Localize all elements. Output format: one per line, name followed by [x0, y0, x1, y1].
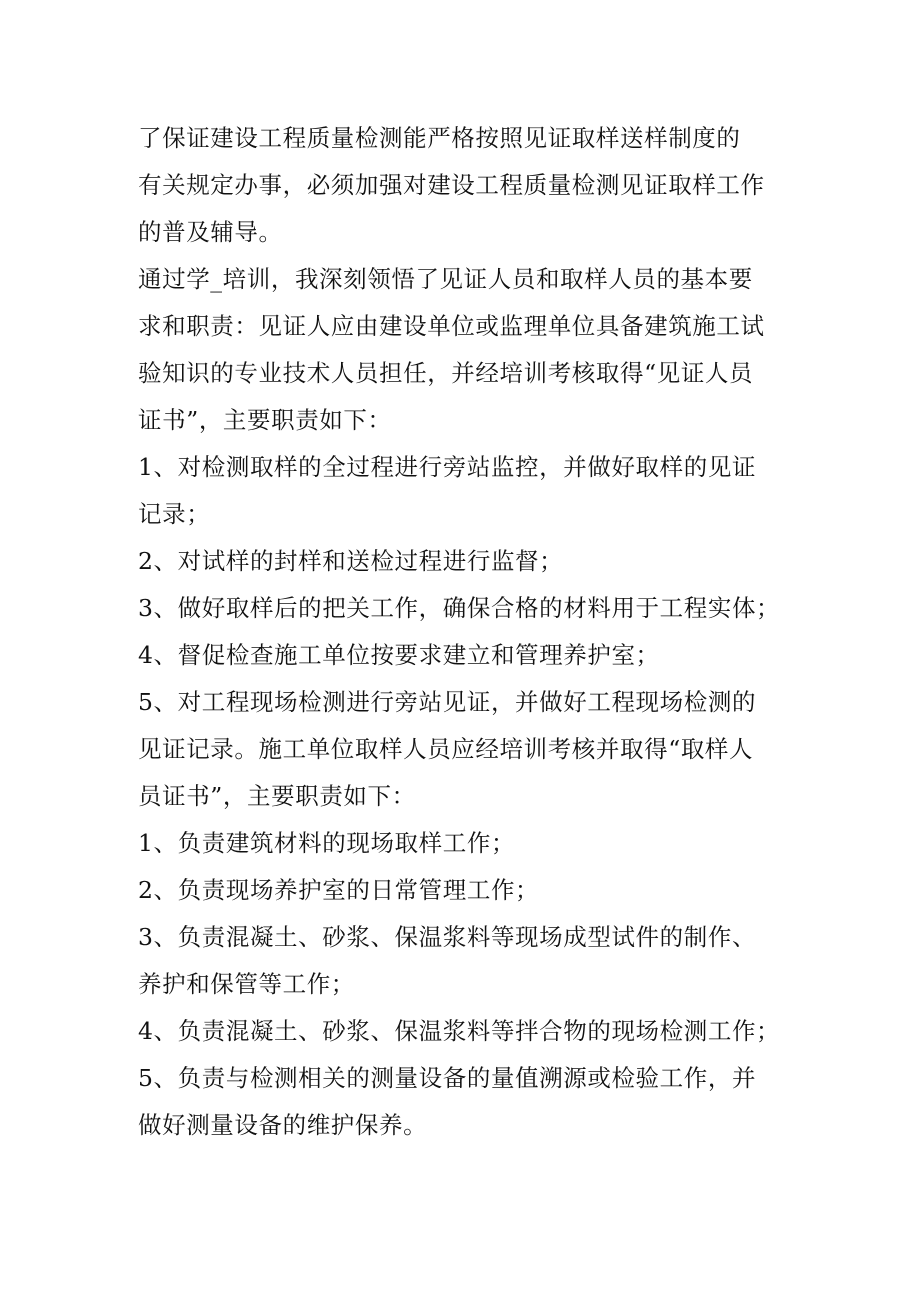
witness-duty-item-2: [138, 538, 798, 585]
document-body: [138, 115, 798, 1149]
sampler-duty-item-3: [138, 914, 798, 1008]
paragraph-intro: [138, 115, 798, 256]
text-line: 记录；: [138, 500, 211, 528]
text-line: 1、对检测取样的全过程进行旁站监控，并做好取样的见证: [138, 453, 757, 481]
text-line: 2、对试样的封样和送检过程进行监督；: [138, 547, 564, 575]
sampler-duty-item-1: [138, 820, 798, 867]
text-line: 1、负责建筑材料的现场取样工作；: [138, 829, 516, 857]
witness-duty-item-4: [138, 632, 798, 679]
text-line: 通过学_培训，我深刻领悟了见证人员和取样人员的基本要: [138, 265, 753, 293]
text-line: 3、做好取样后的把关工作，确保合格的材料用于工程实体；: [138, 594, 781, 622]
text-line: 3、负责混凝土、砂浆、保温浆料等现场成型试件的制作、: [138, 923, 757, 951]
text-line: 了保证建设工程质量检测能严格按照见证取样送样制度的: [138, 124, 741, 152]
paragraph-witness-requirements: [138, 256, 798, 444]
sampler-duty-item-5: [138, 1055, 798, 1149]
text-line: 5、对工程现场检测进行旁站见证，并做好工程现场检测的: [138, 688, 757, 716]
text-line: 求和职责：见证人应由建设单位或监理单位具备建筑施工试: [138, 312, 765, 340]
text-line: 员证书”，主要职责如下：: [138, 782, 416, 810]
text-line: 证书”，主要职责如下：: [138, 406, 392, 434]
witness-duty-item-5: [138, 679, 798, 820]
text-line: 的普及辅导。: [138, 218, 283, 246]
text-line: 4、负责混凝土、砂浆、保温浆料等拌合物的现场检测工作；: [138, 1017, 781, 1045]
witness-duty-item-3: [138, 585, 798, 632]
text-line: 有关规定办事，必须加强对建设工程质量检测见证取样工作: [138, 171, 765, 199]
sampler-duty-item-2: [138, 867, 798, 914]
text-line: 验知识的专业技术人员担任，并经培训考核取得“见证人员: [138, 359, 754, 387]
text-line: 见证记录。施工单位取样人员应经培训考核并取得“取样人: [138, 735, 754, 763]
text-line: 4、督促检查施工单位按要求建立和管理养护室；: [138, 641, 660, 669]
text-line: 做好测量设备的维护保养。: [138, 1111, 428, 1139]
text-line: 5、负责与检测相关的测量设备的量值溯源或检验工作，并: [138, 1064, 757, 1092]
witness-duty-item-1: [138, 444, 798, 538]
text-line: 养护和保管等工作；: [138, 970, 355, 998]
sampler-duty-item-4: [138, 1008, 798, 1055]
text-line: 2、负责现场养护室的日常管理工作；: [138, 876, 540, 904]
